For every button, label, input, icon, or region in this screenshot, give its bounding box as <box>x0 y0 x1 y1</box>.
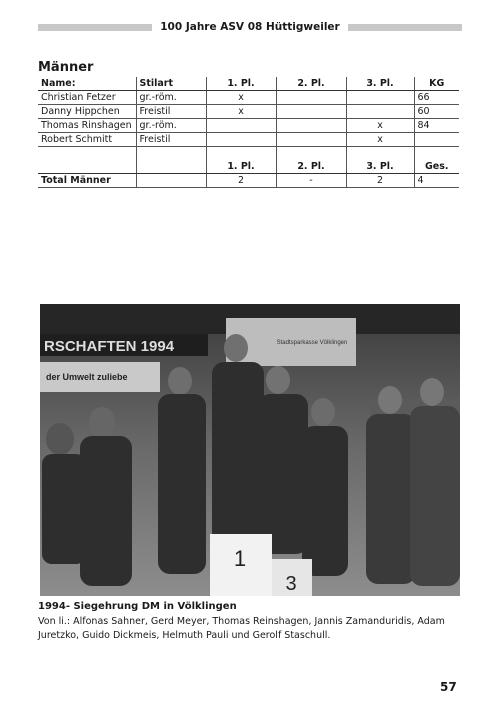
cell-kg <box>414 133 459 147</box>
total-value: 2 <box>346 174 414 188</box>
table-row <box>38 119 459 133</box>
ceremony-photo <box>40 304 460 596</box>
cell-name: Christian Fetzer <box>38 91 136 105</box>
photo-caption-title: 1994- Siegehrung DM in Völklingen <box>38 601 237 612</box>
column-header: Name: <box>38 77 136 91</box>
cell-name: Danny Hippchen <box>38 105 136 119</box>
total-header-row <box>38 160 459 174</box>
total-row <box>38 174 459 188</box>
cell-place3: x <box>346 133 414 147</box>
table-row <box>38 133 459 147</box>
cell-kg: 66 <box>414 91 459 105</box>
cell-place2 <box>276 105 346 119</box>
banner-text: RSCHAFTEN 1994 <box>44 338 175 355</box>
column-header: 3. Pl. <box>346 77 414 91</box>
cell-place2 <box>276 133 346 147</box>
cell-place3: x <box>346 119 414 133</box>
results-table <box>38 77 459 188</box>
table-row <box>38 91 459 105</box>
cell-place2 <box>276 119 346 133</box>
cell-place3 <box>346 105 414 119</box>
cell-style: gr.-röm. <box>136 91 206 105</box>
section-title: Männer <box>38 60 94 75</box>
total-value: 4 <box>414 174 459 188</box>
header-title: 100 Jahre ASV 08 Hüttigweiler <box>160 21 340 33</box>
total-column-header: 1. Pl. <box>206 160 276 174</box>
total-column-header: 2. Pl. <box>276 160 346 174</box>
cell-style: Freistil <box>136 105 206 119</box>
column-header: Stilart <box>136 77 206 91</box>
cell-place2 <box>276 91 346 105</box>
cell-place1: x <box>206 91 276 105</box>
sponsor-text: Stadtsparkasse Völklingen <box>276 340 348 346</box>
total-column-header: Ges. <box>414 160 459 174</box>
photo-caption-text: Von li.: Alfonas Sahner, Gerd Meyer, Thomas Reinshagen, Jannis Zamanduridis, Adam Juretzko, Guido Dickmeis, Helmuth Pauli und Gerolf Staschull. <box>38 616 445 641</box>
cell-name: Thomas Rinshagen <box>38 119 136 133</box>
table-header-row <box>38 77 459 91</box>
column-header: KG <box>414 77 459 91</box>
header-rule-right <box>348 24 462 31</box>
cell-place1: x <box>206 105 276 119</box>
cell-kg: 84 <box>414 119 459 133</box>
cell-place1 <box>206 133 276 147</box>
cell-name: Robert Schmitt <box>38 133 136 147</box>
sign-text: der Umwelt zuliebe <box>46 372 128 382</box>
column-header: 2. Pl. <box>276 77 346 91</box>
cell-place3 <box>346 91 414 105</box>
cell-style: Freistil <box>136 133 206 147</box>
table-spacer-row <box>38 147 459 161</box>
total-value: - <box>276 174 346 188</box>
podium-number: 1 <box>233 546 247 571</box>
column-header: 1. Pl. <box>206 77 276 91</box>
podium-number: 3 <box>285 573 297 595</box>
page-header <box>38 20 462 34</box>
cell-style: gr.-röm. <box>136 119 206 133</box>
total-column-header: 3. Pl. <box>346 160 414 174</box>
total-label: Total Männer <box>38 174 136 188</box>
page-number: 57 <box>440 680 457 694</box>
cell-kg: 60 <box>414 105 459 119</box>
total-value: 2 <box>206 174 276 188</box>
cell-place1 <box>206 119 276 133</box>
table-row <box>38 105 459 119</box>
